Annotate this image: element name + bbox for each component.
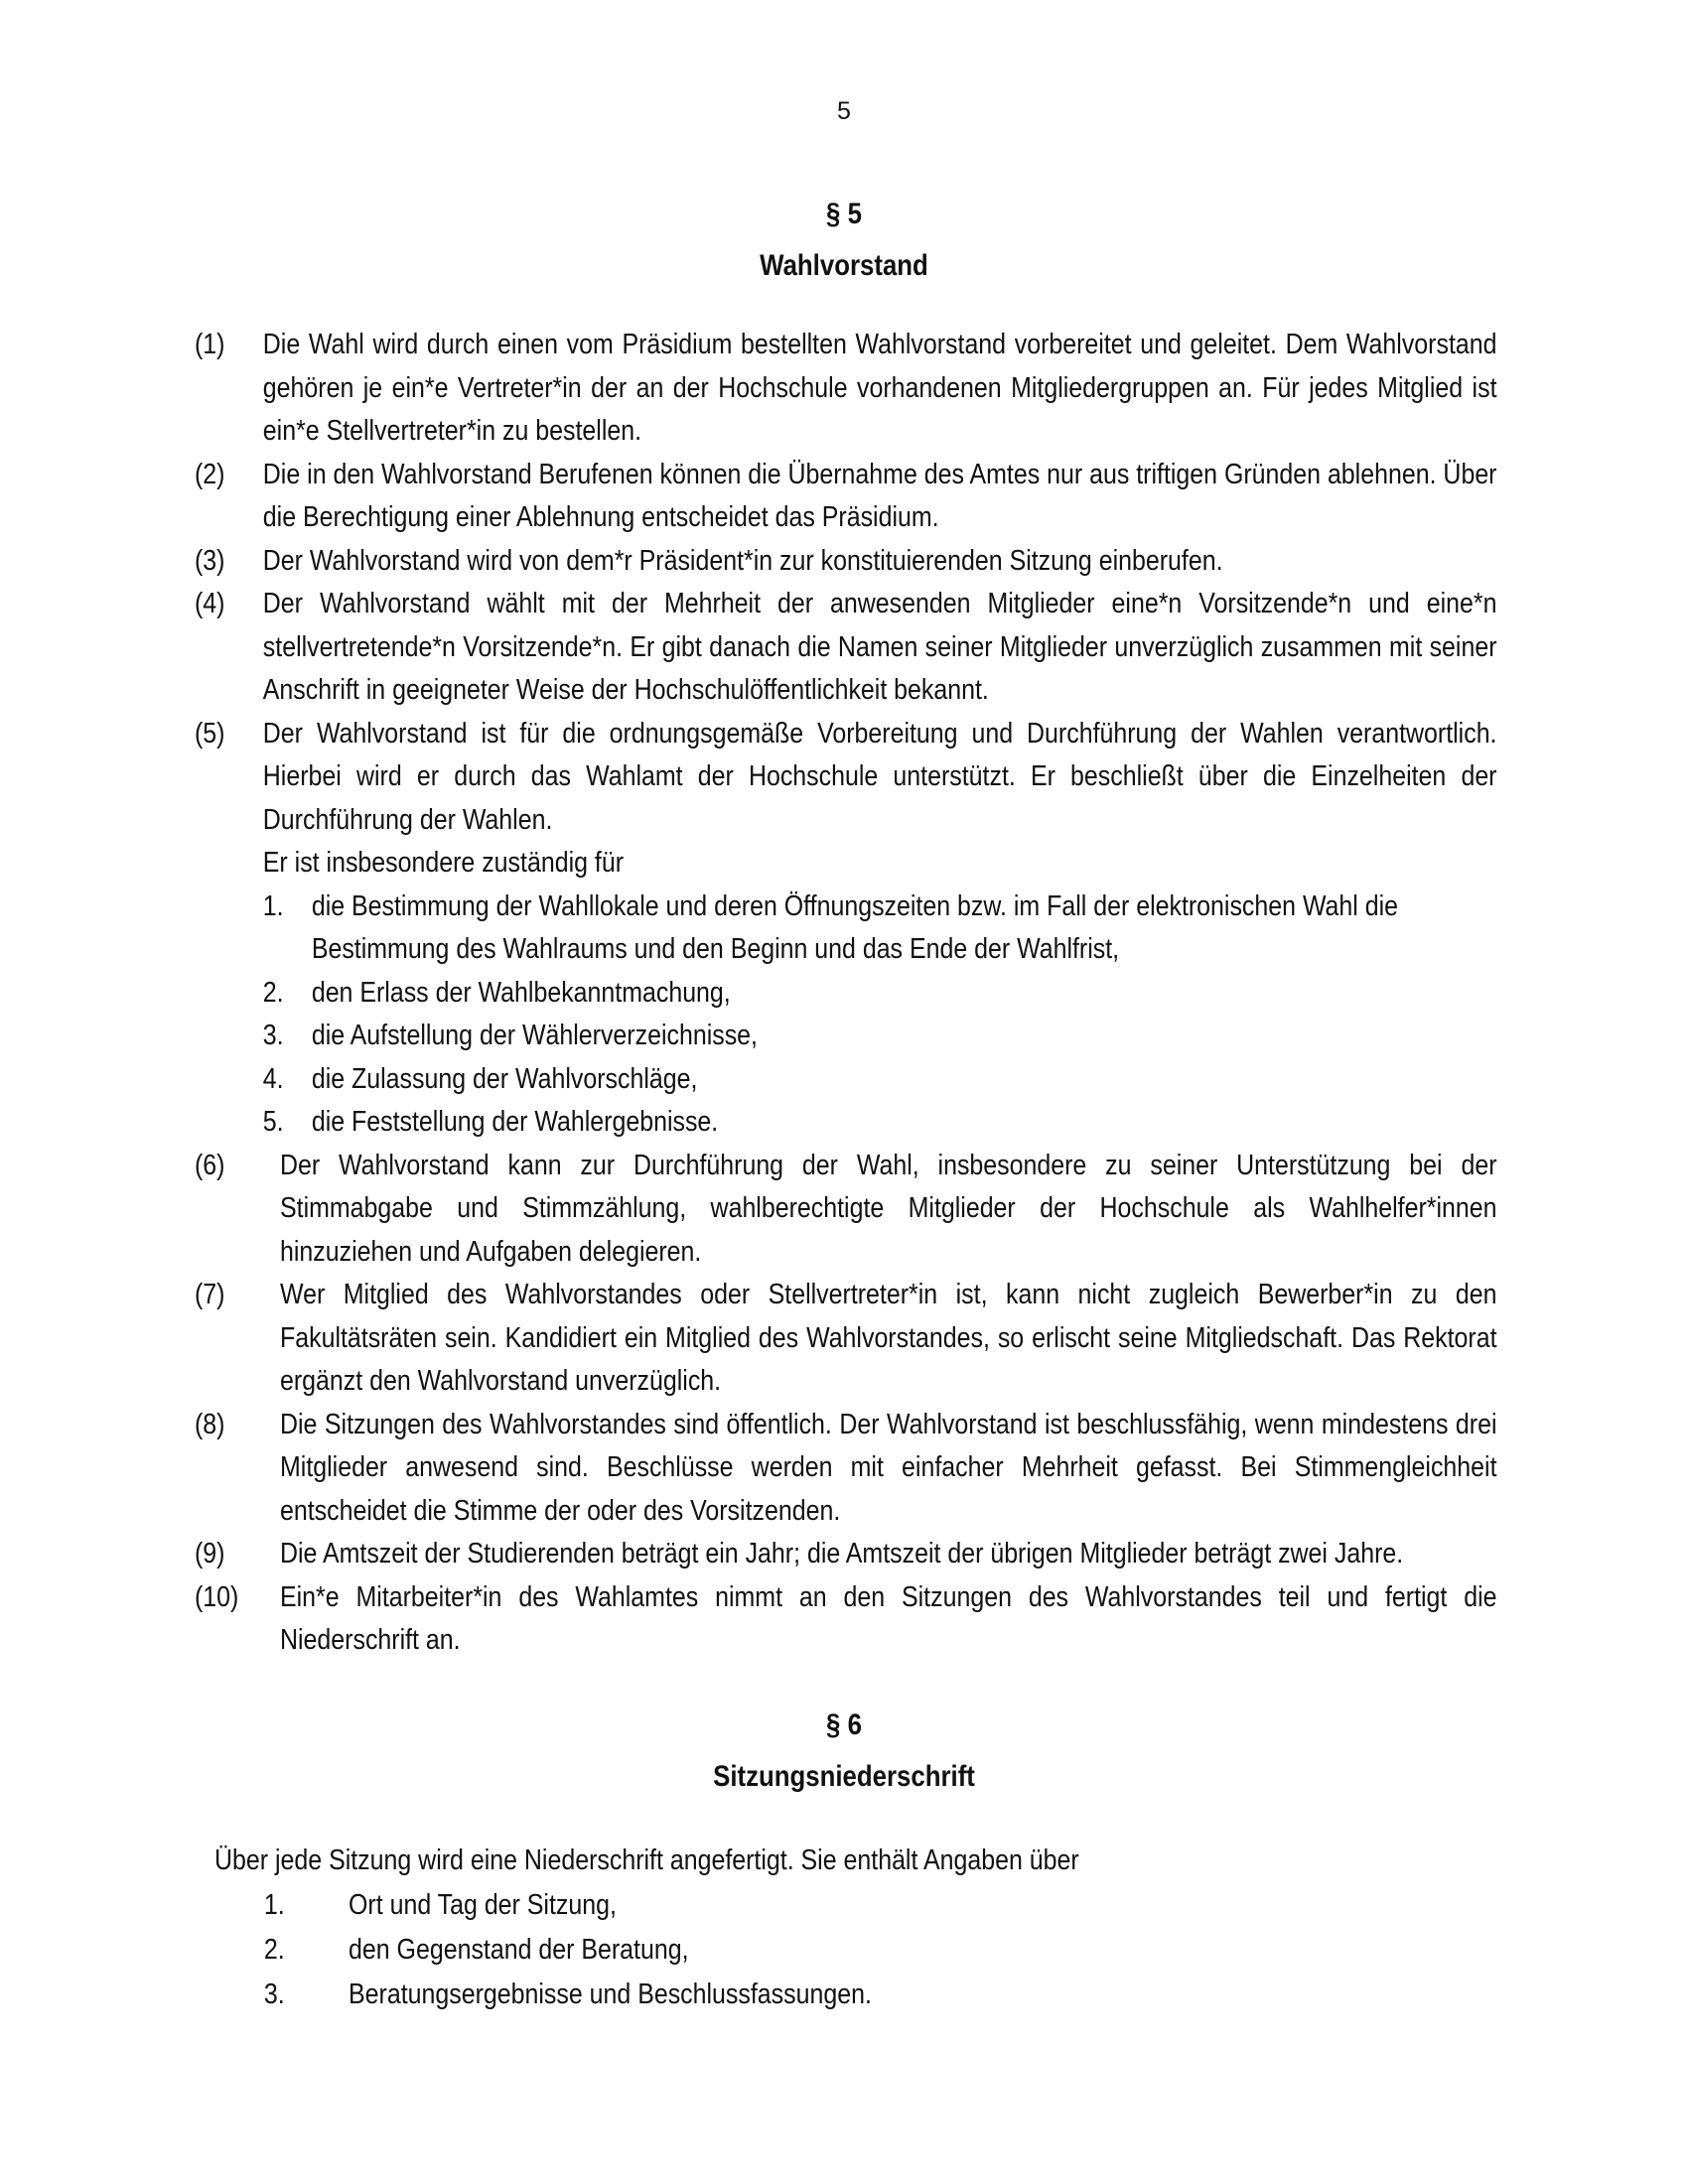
paragraph-6 <box>195 1145 1497 1275</box>
paragraph-number: (6) <box>195 1149 225 1181</box>
page-number: 5 <box>837 97 851 125</box>
list-item <box>195 1058 1497 1102</box>
section-6-title: Sitzungsniederschrift <box>713 1760 975 1793</box>
list-item-text: den Erlass der Wahlbekanntmachung, <box>311 976 731 1009</box>
paragraph-3 <box>195 540 1497 584</box>
paragraph-number: (7) <box>195 1279 225 1310</box>
list-item-text: die Aufstellung der Wählerverzeichnisse, <box>311 1020 758 1051</box>
list-item-text: die Zulassung der Wahlvorschläge, <box>311 1062 698 1095</box>
section-5-body <box>195 324 1497 1663</box>
list-item-text: den Gegenstand der Beratung, <box>349 1934 689 1966</box>
list-item-number: 5. <box>262 1106 284 1138</box>
list-item <box>214 1973 1410 2017</box>
paragraph-text: Ein*e Mitarbeiter*in des Wahlamtes nimmt an den Sitzungen des Wahlvorstandes teil und fertigt die Niederschrift an. <box>280 1580 1497 1656</box>
list-item-number: 4. <box>262 1062 284 1095</box>
list-item-number: 1. <box>262 889 284 922</box>
paragraph-number: (2) <box>195 458 225 490</box>
paragraph-text: Der Wahlvorstand wird von dem*r Präsident*in zur konstituierenden Sitzung einberufen. <box>262 544 1223 577</box>
paragraph-number: (9) <box>195 1538 225 1570</box>
paragraph-text: Wer Mitglied des Wahlvorstandes oder Stellvertreter*in ist, kann nicht zugleich Bewerber*in zu den Fakultätsräten sein. Kandidiert ein Mitglied des Wahlvorstandes, so erlischt seine Mitgliedschaft. Das Rektorat ergänzt den Wahlvorstand unverzüglich. <box>280 1279 1497 1397</box>
paragraph-1 <box>195 324 1497 454</box>
paragraph-text: Der Wahlvorstand ist für die ordnungsgemäße Vorbereitung und Durchführung der Wahlen verantwortlich. Hierbei wird er durch das Wahlamt der Hochschule unterstützt. Er beschließt über die Einzelheiten der Durchführung der Wahlen. <box>262 717 1497 836</box>
paragraph-number: (4) <box>195 588 225 619</box>
list-item <box>214 1928 1410 1973</box>
list-item <box>195 972 1497 1016</box>
paragraph-lead: Er ist insbesondere zuständig für <box>262 847 625 879</box>
section-6-heading <box>118 1700 1570 1803</box>
list-item-number: 3. <box>263 1979 285 2010</box>
paragraph-2 <box>195 454 1497 540</box>
list-item-number: 2. <box>262 976 284 1009</box>
paragraph-5 <box>195 713 1497 886</box>
section-5-title: Wahlvorstand <box>760 249 928 282</box>
list-item-text: Beratungsergebnisse und Beschlussfassungen. <box>349 1979 872 2010</box>
paragraph-7 <box>195 1274 1497 1404</box>
paragraph-text: Der Wahlvorstand kann zur Durchführung der Wahl, insbesondere zu seiner Unterstützung bei der Stimmabgabe und Stimmzählung, wahlberechtigte Mitglieder der Hochschule als Wahlhelfer*innen hinzuziehen und Aufgaben delegieren. <box>280 1149 1497 1268</box>
list-item-number: 2. <box>263 1934 285 1966</box>
paragraph-text: Die Wahl wird durch einen vom Präsidium bestellten Wahlvorstand vorbereitet und geleitet. Dem Wahlvorstand gehören je ein*e Vertreter*in der an der Hochschule vorhandenen Mitgliedergruppen an. Für jedes Mitglied ist ein*e Stellvertreter*in zu bestellen. <box>262 329 1497 447</box>
paragraph-number: (8) <box>195 1408 225 1440</box>
paragraph-text: Der Wahlvorstand wählt mit der Mehrheit der anwesenden Mitglieder eine*n Vorsitzende*n und eine*n stellvertretende*n Vorsitzende*n. Er gibt danach die Namen seiner Mitglieder unverzüglich zusammen mit seiner Anschrift in geeigneter Weise der Hochschulöffentlichkeit bekannt. <box>262 588 1497 706</box>
paragraph-text: Die Sitzungen des Wahlvorstandes sind öffentlich. Der Wahlvorstand ist beschlussfähig, wenn mindestens drei Mitglieder anwesend sind. Beschlüsse werden mit einfacher Mehrheit gefasst. Bei Stimmengleichheit entscheidet die Stimme der oder des Vorsitzenden. <box>280 1408 1497 1527</box>
list-item <box>214 1883 1410 1928</box>
paragraph-8 <box>195 1404 1497 1534</box>
section-6-number: § 6 <box>826 1708 862 1741</box>
paragraph-number: (5) <box>195 717 225 750</box>
section-6-intro: Über jede Sitzung wird eine Niederschrift angefertigt. Sie enthält Angaben über <box>214 1844 1079 1876</box>
list-item <box>195 886 1497 972</box>
paragraph-10 <box>195 1576 1497 1663</box>
paragraph-9 <box>195 1533 1497 1576</box>
list-item-number: 1. <box>263 1889 285 1921</box>
section-6-body <box>214 1839 1605 2017</box>
paragraph-number: (1) <box>195 329 225 360</box>
list-item-text: die Bestimmung der Wahllokale und deren Öffnungszeiten bzw. im Fall der elektronischen Wahl die Bestimmung des Wahlraums und den Beginn und das Ende der Wahlfrist, <box>311 889 1399 965</box>
section-5-number: § 5 <box>826 198 862 230</box>
list-item <box>195 1101 1497 1145</box>
list-item-number: 3. <box>262 1020 284 1051</box>
paragraph-number: (3) <box>195 544 225 577</box>
section-5-heading <box>118 189 1570 292</box>
paragraph-number: (10) <box>195 1580 239 1613</box>
list-item <box>195 1015 1497 1058</box>
list-item-text: die Feststellung der Wahlergebnisse. <box>311 1106 719 1138</box>
paragraph-text: Die in den Wahlvorstand Berufenen können die Übernahme des Amtes nur aus triftigen Gründen ablehnen. Über die Berechtigung einer Ablehnung entscheidet das Präsidium. <box>262 458 1497 533</box>
paragraph-4 <box>195 583 1497 713</box>
paragraph-text: Die Amtszeit der Studierenden beträgt ein Jahr; die Amtszeit der übrigen Mitglieder beträgt zwei Jahre. <box>280 1538 1404 1570</box>
list-item-text: Ort und Tag der Sitzung, <box>349 1889 617 1921</box>
